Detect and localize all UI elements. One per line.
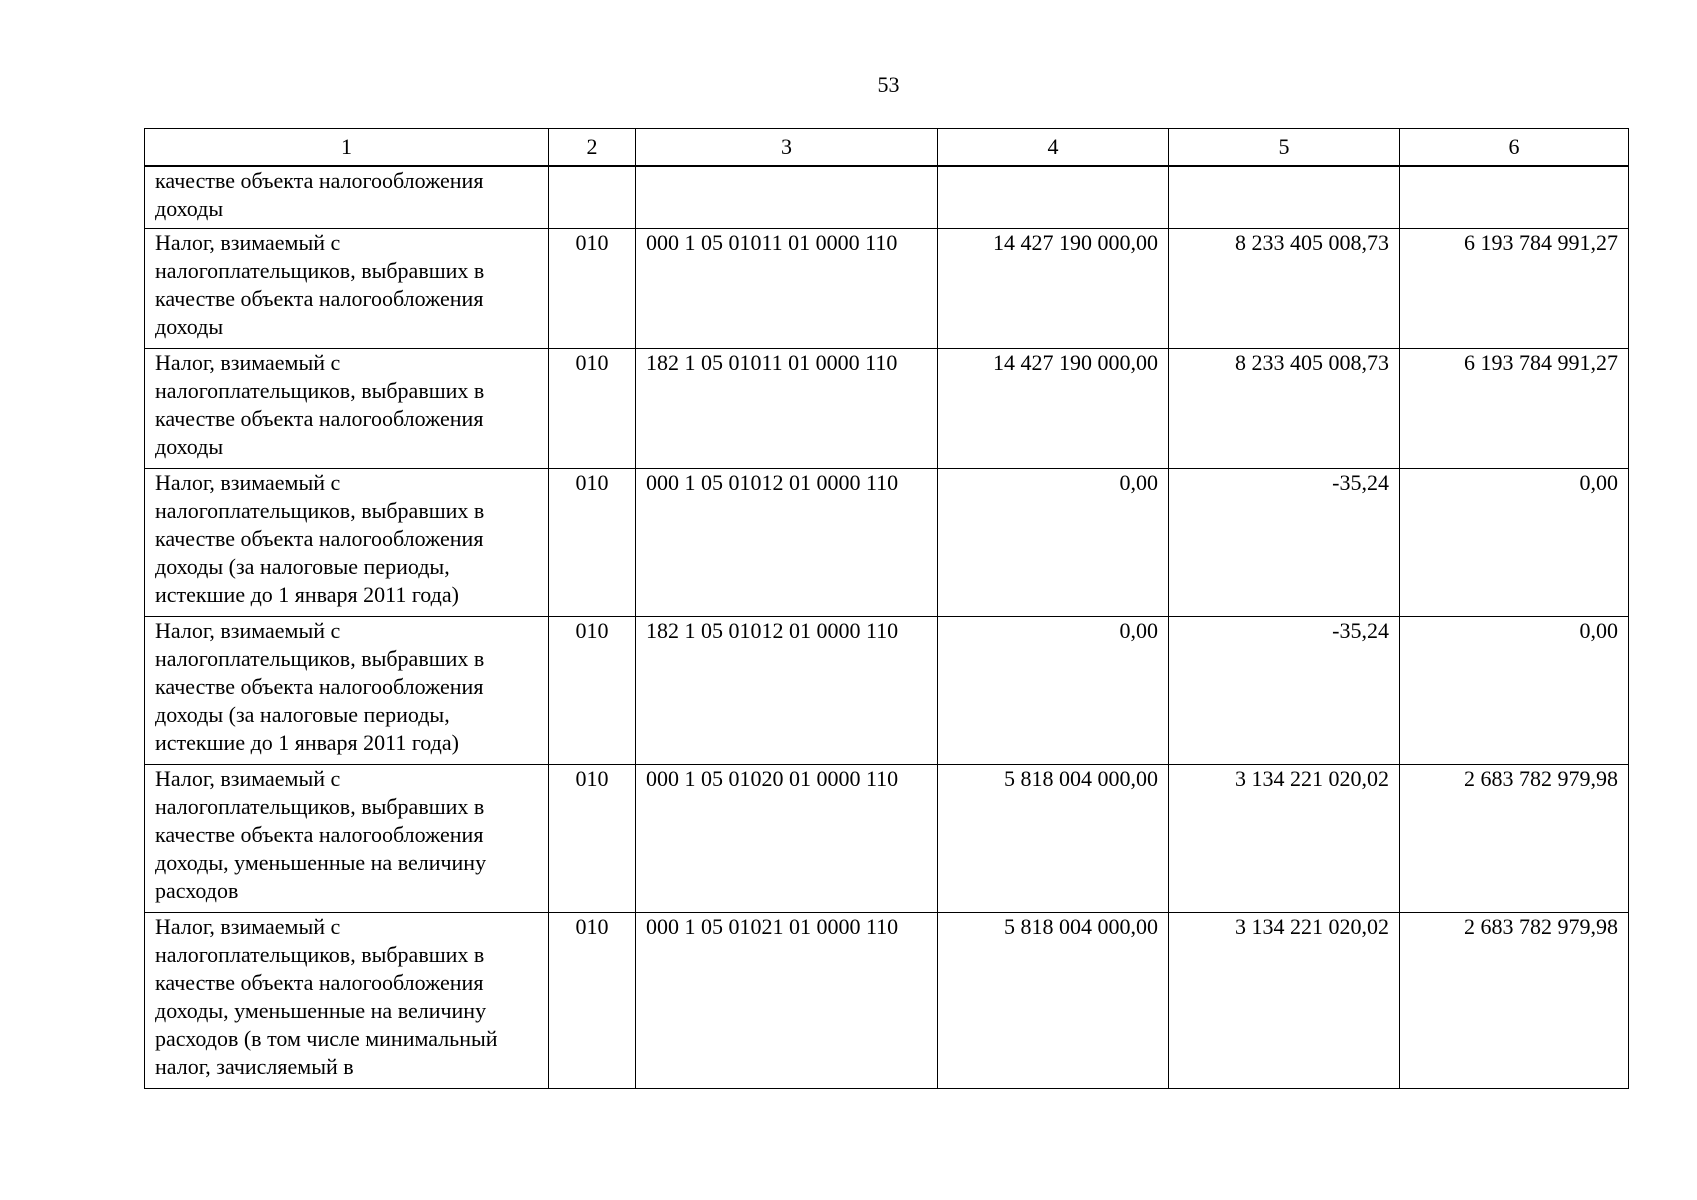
- header-row: [145, 129, 1629, 167]
- row-unexecuted: 6 193 784 991,27: [1400, 348, 1629, 468]
- row-executed: 3 134 221 020,02: [1169, 764, 1400, 912]
- row-executed: -35,24: [1169, 468, 1400, 616]
- row-unexecuted: 0,00: [1400, 616, 1629, 764]
- row-executed: -35,24: [1169, 616, 1400, 764]
- row-approved: 0,00: [938, 468, 1169, 616]
- row-name: Налог, взимаемый с налогоплательщиков, выбравших в качестве объекта налогообложения доходы, уменьшенные на величину расходов: [145, 764, 549, 912]
- header-col-3: 3: [636, 129, 938, 167]
- row-executed: 8 233 405 008,73: [1169, 228, 1400, 348]
- table-row: [145, 764, 1629, 912]
- row-name: Налог, взимаемый с налогоплательщиков, выбравших в качестве объекта налогообложения доходы: [145, 228, 549, 348]
- header-col-2: 2: [549, 129, 636, 167]
- header-col-4: 4: [938, 129, 1169, 167]
- row-line-code: [549, 166, 636, 228]
- row-line-code: 010: [549, 912, 636, 1088]
- row-unexecuted: 2 683 782 979,98: [1400, 912, 1629, 1088]
- row-income-code: [636, 166, 938, 228]
- row-approved: 5 818 004 000,00: [938, 912, 1169, 1088]
- row-name: Налог, взимаемый с налогоплательщиков, выбравших в качестве объекта налогообложения доходы, уменьшенные на величину расходов (в том числе минимальный налог, зачисляемый в: [145, 912, 549, 1088]
- row-executed: [1169, 166, 1400, 228]
- row-approved: 14 427 190 000,00: [938, 228, 1169, 348]
- row-line-code: 010: [549, 468, 636, 616]
- row-line-code: 010: [549, 616, 636, 764]
- row-income-code: 182 1 05 01011 01 0000 110: [636, 348, 938, 468]
- row-approved: 0,00: [938, 616, 1169, 764]
- row-income-code: 182 1 05 01012 01 0000 110: [636, 616, 938, 764]
- row-income-code: 000 1 05 01011 01 0000 110: [636, 228, 938, 348]
- row-name: качестве объекта налогообложения доходы: [145, 166, 549, 228]
- table-row: [145, 228, 1629, 348]
- table-row: [145, 348, 1629, 468]
- row-approved: 5 818 004 000,00: [938, 764, 1169, 912]
- row-line-code: 010: [549, 228, 636, 348]
- row-approved: 14 427 190 000,00: [938, 348, 1169, 468]
- row-unexecuted: [1400, 166, 1629, 228]
- row-executed: 3 134 221 020,02: [1169, 912, 1400, 1088]
- header-col-6: 6: [1400, 129, 1629, 167]
- row-line-code: 010: [549, 764, 636, 912]
- row-approved: [938, 166, 1169, 228]
- row-name: Налог, взимаемый с налогоплательщиков, выбравших в качестве объекта налогообложения доходы: [145, 348, 549, 468]
- row-executed: 8 233 405 008,73: [1169, 348, 1400, 468]
- row-income-code: 000 1 05 01021 01 0000 110: [636, 912, 938, 1088]
- header-col-1: 1: [145, 129, 549, 167]
- revenue-table: [144, 128, 1629, 1089]
- table-row: [145, 912, 1629, 1088]
- row-unexecuted: 0,00: [1400, 468, 1629, 616]
- header-col-5: 5: [1169, 129, 1400, 167]
- page-number: 53: [877, 72, 900, 97]
- row-name: Налог, взимаемый с налогоплательщиков, выбравших в качестве объекта налогообложения доходы (за налоговые периоды, истекшие до 1 января 2011 года): [145, 468, 549, 616]
- row-income-code: 000 1 05 01012 01 0000 110: [636, 468, 938, 616]
- row-unexecuted: 6 193 784 991,27: [1400, 228, 1629, 348]
- table-row: [145, 468, 1629, 616]
- row-unexecuted: 2 683 782 979,98: [1400, 764, 1629, 912]
- table-row: [145, 616, 1629, 764]
- table-row: [145, 166, 1629, 228]
- row-name: Налог, взимаемый с налогоплательщиков, выбравших в качестве объекта налогообложения доходы (за налоговые периоды, истекшие до 1 января 2011 года): [145, 616, 549, 764]
- row-line-code: 010: [549, 348, 636, 468]
- row-income-code: 000 1 05 01020 01 0000 110: [636, 764, 938, 912]
